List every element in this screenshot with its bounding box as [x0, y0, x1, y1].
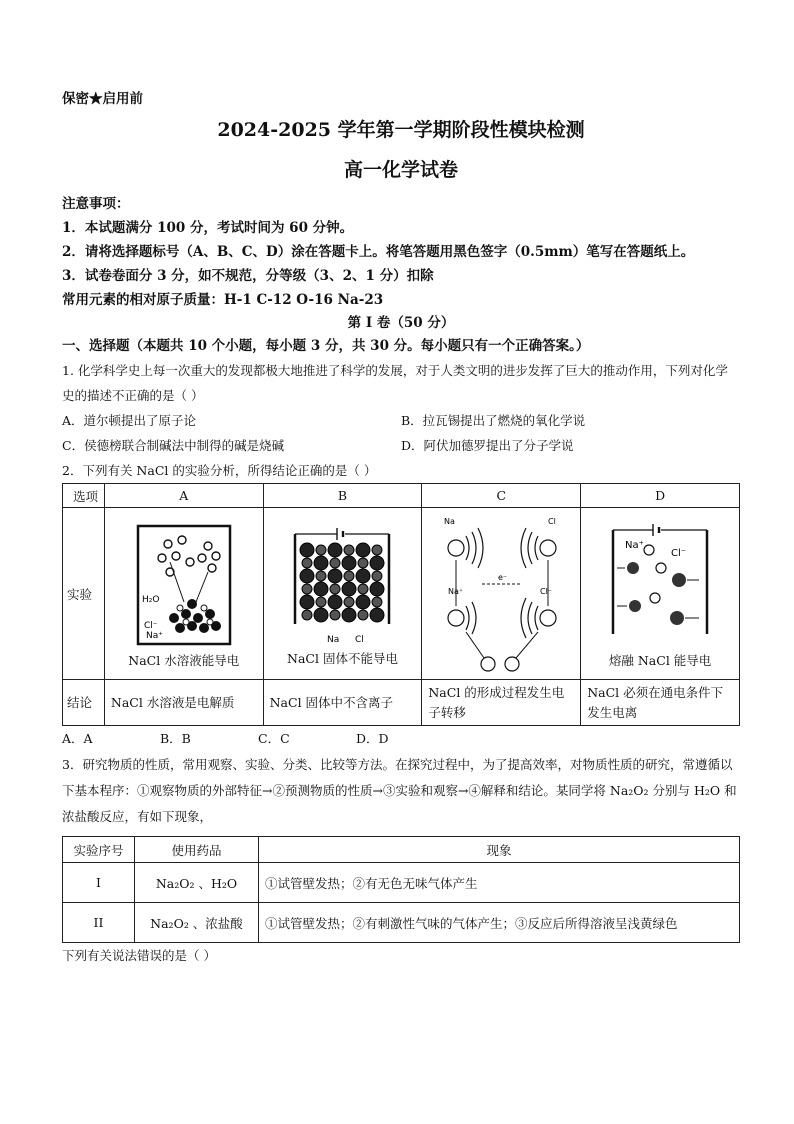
experiment-b-cell [263, 508, 422, 680]
option-b[interactable]: B．拉瓦锡提出了燃烧的氧化学说 [401, 413, 586, 428]
table-header-cell: 选项 [63, 484, 105, 508]
conclusion-b: NaCl 固体中不含离子 [263, 680, 422, 726]
lattice-ion [328, 595, 342, 609]
exam-page [62, 88, 740, 968]
na2o2-table [62, 836, 740, 943]
conclusion-c: NaCl 的形成过程发生电子转移 [422, 680, 581, 726]
experiment-c-cell [422, 508, 581, 680]
label-cl-minus: Cl⁻ [540, 586, 553, 596]
lattice-ion [356, 543, 370, 557]
molten-nacl-diagram [605, 522, 715, 652]
lattice-ion [316, 571, 326, 581]
lattice-ion [370, 608, 384, 622]
question-1-options [62, 408, 740, 458]
lattice-ion [330, 610, 340, 620]
answer-a[interactable]: A．A [62, 731, 93, 746]
lattice-ion [314, 582, 328, 596]
label-electron: e⁻ [498, 572, 508, 582]
lattice-ion [358, 584, 368, 594]
table-cell: ①试管壁发热；②有无色无味气体产生 [259, 863, 740, 903]
label-na: Na⁺ [145, 630, 163, 641]
electron-transfer-diagram [436, 514, 566, 678]
table-cell: Na₂O₂ 、浓盐酸 [135, 903, 259, 943]
answer-d[interactable]: D．D [356, 731, 389, 746]
note-item: 1．本试题满分 100 分，考试时间为 60 分钟。 [62, 220, 354, 236]
part-title: 一、选择题（本题共 10 个小题，每小题 3 分，共 30 分。每小题只有一个正确答案。） [62, 338, 590, 354]
label-na-top: Na [444, 516, 456, 526]
lattice-ion [372, 571, 382, 581]
table-header-cell: 现象 [259, 837, 740, 863]
conclusion-a: NaCl 水溶液是电解质 [104, 680, 263, 726]
lattice-ion [370, 582, 384, 596]
lattice-ion [328, 543, 342, 557]
lattice-ion [300, 595, 314, 609]
question-2-stem: 2．下列有关 NaCl 的实验分析，所得结论正确的是（ ） [62, 463, 377, 478]
label-cl: Cl⁻ [143, 620, 158, 631]
nacl-experiment-table [62, 483, 740, 726]
label-cl-atom: Cl [355, 634, 365, 645]
lattice-ion [314, 556, 328, 570]
lattice-ion [344, 545, 354, 555]
table-cell: II [63, 903, 135, 943]
table-header-cell: C [422, 484, 581, 508]
section-title: 第 I 卷（50 分） [347, 315, 455, 331]
lattice-ion [328, 569, 342, 583]
lattice-ion [302, 558, 312, 568]
question-3-stem: 3．研究物质的性质，常用观察、实验、分类、比较等方法。在探究过程中，为了提高效率，对物质性质的研究，常遵循以下基本程序：①观察物质的外部特征→②预测物质的性质→③实验和观察→④解释和结论。某同学将 Na₂O₂ 分别与 H₂O 和浓盐酸反应，有如下现象， [62, 757, 737, 824]
experiment-a-cell [104, 508, 263, 680]
table-header-cell: 实验序号 [63, 837, 135, 863]
exam-subtitle: 高一化学试卷 [343, 159, 458, 181]
label-na-atom: Na [327, 634, 340, 645]
lattice-ion [300, 543, 314, 557]
nacl-solid-diagram [287, 524, 397, 650]
lattice-ion [314, 608, 328, 622]
table-header-cell: D [581, 484, 740, 508]
label-cl-top: Cl [548, 516, 557, 526]
notes-block [62, 192, 740, 312]
note-item: 3．试卷卷面分 3 分，如不规范，分等级（3、2、1 分）扣除 [62, 268, 434, 284]
caption-d: 熔融 NaCl 能导电 [608, 652, 712, 668]
atomic-masses: 常用元素的相对原子质量：H-1 C-12 O-16 Na-23 [62, 292, 384, 308]
table-cell: ①试管壁发热；②有刺激性气味的气体产生；③反应后所得溶液呈浅黄绿色 [259, 903, 740, 943]
caption-b: NaCl 固体不能导电 [287, 650, 398, 666]
label-na-plus: Na⁺ [448, 586, 464, 596]
table-cell: I [63, 863, 135, 903]
note-item: 2．请将选择题标号（A、B、C、D）涂在答题卡上。将笔答题用黑色签字（0.5mm）笔写在答题纸上。 [62, 244, 695, 260]
nacl-solution-diagram [132, 522, 236, 652]
exam-title: 2024-2025 学年第一学期阶段性模块检测 [217, 119, 585, 141]
lattice-ion [300, 569, 314, 583]
option-d[interactable]: D．阿伏加德罗提出了分子学说 [401, 438, 574, 453]
question-1-stem: 1. 化学科学史上每一次重大的发现都极大地推进了科学的发展，对于人类文明的进步发挥了巨大的推动作用，下列对化学史的描述不正确的是（ ） [62, 363, 728, 403]
answer-b[interactable]: B．B [160, 731, 191, 746]
lattice-ion [330, 584, 340, 594]
notes-heading: 注意事项： [62, 196, 130, 212]
lattice-ion [356, 595, 370, 609]
lattice-ion [358, 610, 368, 620]
lattice-ion [370, 556, 384, 570]
row-label-conclusion: 结论 [63, 680, 105, 726]
label-h2o: H₂O [141, 594, 160, 605]
table-cell: Na₂O₂ 、H₂O [135, 863, 259, 903]
question-2-answers [62, 726, 740, 752]
lattice-ion [342, 608, 356, 622]
conclusion-d: NaCl 必须在通电条件下发生电离 [581, 680, 740, 726]
lattice-ion [344, 571, 354, 581]
option-a[interactable]: A．道尔顿提出了原子论 [62, 413, 197, 428]
label-cl-minus-d: Cl⁻ [671, 547, 687, 559]
answer-c[interactable]: C．C [258, 731, 290, 746]
lattice-ion [342, 556, 356, 570]
lattice-ion [302, 584, 312, 594]
table-header-cell: B [263, 484, 422, 508]
lattice-ion [302, 610, 312, 620]
lattice-ion [342, 582, 356, 596]
lattice-ion [344, 597, 354, 607]
lattice-ion [372, 545, 382, 555]
question-3-question: 下列有关说法错误的是（ ） [62, 948, 216, 963]
table-header-cell: 使用药品 [135, 837, 259, 863]
table-header-cell: A [104, 484, 263, 508]
lattice-ion [316, 597, 326, 607]
lattice-ion [358, 558, 368, 568]
confidential-mark: 保密★启用前 [62, 91, 143, 107]
option-c[interactable]: C．侯德榜联合制碱法中制得的碱是烧碱 [62, 438, 285, 453]
lattice-ion [316, 545, 326, 555]
lattice-ion [330, 558, 340, 568]
caption-a: NaCl 水溶液能导电 [128, 652, 240, 668]
row-label-experiment: 实验 [63, 508, 105, 680]
label-na-plus-d: Na⁺ [625, 539, 644, 551]
experiment-d-cell [581, 508, 740, 680]
lattice-ion [372, 597, 382, 607]
lattice-ion [356, 569, 370, 583]
